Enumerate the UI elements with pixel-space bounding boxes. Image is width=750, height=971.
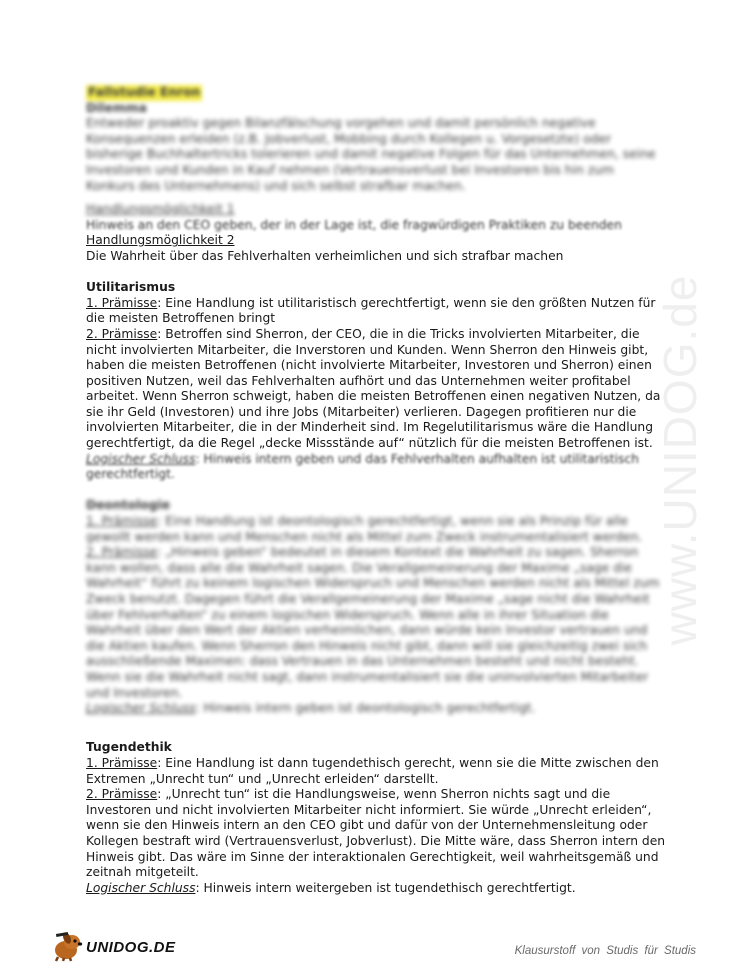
- premise-text: : „Hinweis geben“ bedeutet in diesem Kontext die Wahrheit zu sagen. Sherron kann wollen, dass alle die Wahrheit sagen. Die Verallgemeinerung der Maxime „sage die Wahrheit“ führt zu keinem logischen Widerspruch und Menschen werden nicht als Mittel zum Zweck benutzt. Dagegen führt die Verallgemeinerung der Maxime „sage nicht die Wahrheit über Fehlverhalten“ zu einem logischen Widerspruch. Wenn alle in ihrer Situation die Wahrheit über den Wert der Aktien verheimlichen, dann würde kein Investor vertrauen und die Aktien kaufen. Wenn Sherron den Hinweis nicht gibt, dann will sie gleichzeitig zwei sich ausschließende Maximen: dass Vertrauen in das Unternehmen besteht und nicht besteht. Wenn sie die Wahrheit nicht sagt, dann instrumentalisiert sie die uninvolvierten Mitarbeiter und Investoren.: [86, 545, 660, 700]
- virtue-conclusion: [86, 881, 666, 897]
- section-heading-dilemma: Dilemma: [86, 100, 147, 115]
- blurred-deontologie: [86, 498, 666, 716]
- util-conclusion: [86, 452, 666, 483]
- premise-label: 2. Prämisse: [86, 326, 158, 341]
- conclusion-text: : Hinweis intern geben und das Fehlverhalten aufhalten ist utilitaristisch gerechtfertigt.: [86, 451, 639, 482]
- watermark-text: www.UNIDOG.de: [654, 274, 706, 646]
- option-1-heading: Handlungsmöglichkeit 1: [86, 202, 235, 217]
- dilemma-text: Entweder proaktiv gegen Bilanzfälschung vorgehen und damit persönlich negative Konsequenzen erleiden (z.B. Jobverlust, Mobbing durch Kollegen u. Vorgesetzte) oder bisherige Buchhaltertricks tolerieren und damit negative Folgen für das Unternehmen, seine Investoren und Kunden in Kauf nehmen (Vertrauensverlust bei Investoren bis hin zum Konkurs des Unternehmens) und sich selbst strafbar machen.: [86, 116, 656, 193]
- premise-text: : „Unrecht tun“ ist die Handlungsweise, wenn Sherron nichts sagt und die Investoren und nicht involvierten Mitarbeiter nicht informiert. Sie würde „Unrecht erleiden“, wenn sie den Hinweis intern an den CEO gibt und dafür von der Unternehmensleitung oder Kollegen bestraft wird (Vertrauensverlust, Jobverlust). Die Mitte wäre, dass Sherron intern den Hinweis gibt. Das wäre im Sinne der interaktionalen Gerechtigkeit, weil wahrheitsgemäß und zeitnah mitgeteilt.: [86, 787, 666, 880]
- premise-label: 2. Prämisse: [86, 545, 158, 560]
- section-heading-tugendethik: Tugendethik: [86, 740, 172, 755]
- conclusion-text: : Hinweis intern weitergeben ist tugendethisch gerechtfertigt.: [195, 880, 576, 895]
- conclusion-label: Logischer Schluss: [86, 451, 196, 466]
- util-premise-2: [86, 327, 666, 452]
- section-heading-utilitarismus: Utilitarismus: [86, 280, 176, 295]
- premise-label: 1. Prämisse: [86, 755, 158, 770]
- conclusion-text: : Hinweis intern geben ist deontologisch gerechtfertigt.: [195, 701, 536, 716]
- document-title: Fallstudie Enron: [88, 85, 201, 99]
- premise-label: 1. Prämisse: [86, 514, 158, 529]
- dog-icon: [50, 930, 86, 962]
- conclusion-label: Logischer Schluss: [86, 880, 196, 895]
- virtue-premise-2: [86, 787, 666, 881]
- premise-text: : Eine Handlung ist utilitaristisch gerechtfertigt, wenn sie den größten Nutzen für die meisten Betroffenen bringt: [86, 295, 656, 326]
- premise-label: 1. Prämisse: [86, 295, 158, 310]
- unidog-logo[interactable]: [50, 930, 180, 962]
- option-1-text: Hinweis an den CEO geben, der in der Lage ist, die fragwürdigen Praktiken zu beenden: [86, 217, 622, 232]
- option-2-text: Die Wahrheit über das Fehlverhalten verheimlichen und sich strafbar machen: [86, 248, 564, 263]
- virtue-premise-1: [86, 756, 666, 787]
- footer: [0, 925, 750, 965]
- conclusion-label: Logischer Schluss: [86, 701, 196, 716]
- section-heading-deontologie: Deontologie: [86, 498, 171, 513]
- footer-tagline: Klausurstoff von Studis für Studis: [514, 945, 696, 957]
- premise-text: : Eine Handlung ist dann tugendethisch gerecht, wenn sie die Mitte zwischen den Extremen „Unrecht tun“ und „Unrecht erleiden“ darstellt.: [86, 755, 659, 786]
- premise-text: : Eine Handlung ist deontologisch gerechtfertigt, wenn sie als Prinzip für alle gewollt werden kann und Menschen nicht als Mittel zum Zweck instrumentalisiert werden.: [86, 514, 643, 544]
- premise-label: 2. Prämisse: [86, 787, 158, 802]
- util-premise-1: [86, 296, 666, 327]
- document-body: [86, 85, 666, 896]
- option-2-heading: Handlungsmöglichkeit 2: [86, 233, 235, 248]
- premise-text: : Betroffen sind Sherron, der CEO, die in die Tricks involvierten Mitarbeiter, die nicht involvierten Mitarbeiter, die Inverstoren und Kunden. Wenn Sherron den Hinweis gibt, haben die meisten Betroffenen (nicht involvierte Mitarbeiter, Investoren und Sherron) einen positiven Nutzen, weil das Fehlverhalten aufhört und das Unternehmen weiter profitabel arbeitet. Wenn Sherron schweigt, haben die meisten Betroffenen einen negativen Nutzen, da sie ihr Geld (Investoren) und ihre Jobs (Mitarbeiter) verlieren. Dagegen profitieren nur die involvierten Mitarbeiter, die in der Minderheit sind. Im Regelutilitarismus wäre die Handlung gerechtfertigt, da die Regel „decke Missstände auf“ nützlich für die meisten Betroffenen ist.: [86, 326, 661, 451]
- logo-text: UNIDOG.DE: [86, 939, 176, 956]
- blurred-intro: [86, 85, 666, 218]
